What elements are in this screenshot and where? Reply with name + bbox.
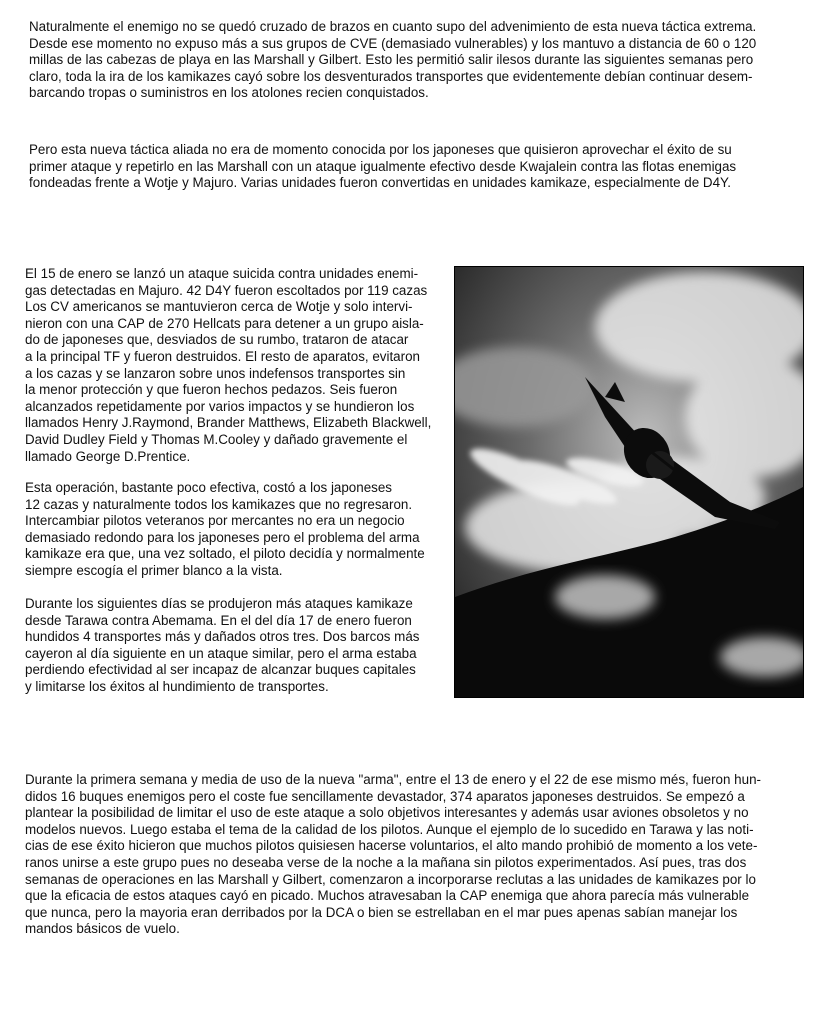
paragraph-operation-cost: Esta operación, bastante poco efectiva, costó a los japoneses 12 cazas y naturalmente todos los kamikazes que no regresaron. Intercambiar pilotos veteranos por mercantes no era un negocio demasiado redondo para los japoneses pero el problema del arma kamikaze era que, una vez soltado, el piloto decidía y normalmente siempre escogía el primer blanco a la vista.: [25, 480, 425, 578]
paragraph-japanese-plan: Pero esta nueva táctica aliada no era de momento conocida por los japoneses que quisieron aprovechar el éxito de su primer ataque y repetirlo en las Marshall con un ataque igualmente efectivo desde Kwajalein contra las flotas enemigas fondeadas frente a Wotje y Majuro. Varias unidades fueron convertidas en unidades kamikaze, especialmente de D4Y.: [29, 142, 737, 191]
kamikaze-aircraft-photo: [454, 266, 804, 698]
paragraph-conclusion: Durante la primera semana y media de uso de la nueva "arma", entre el 13 de enero y el 22 de ese mismo més, fueron hun- didos 16 buques enemigos pero el coste fue sencillamente devastador, 374 aparatos japoneses destruidos. Se empezó a plantear la posibilidad de limitar el uso de este ataque a solo objetivos interesantes y además usar aviones obsoletos y no modelos nuevos. Luego estaba el tema de la calidad de los pilotos. Aunque el ejemplo de lo sucedido en Tarawa y las noti- cias de ese éxito hicieron que muchos pilotos quisiesen hacerse voluntarios, el alto mando prohibió de momento a los vete- ranos unirse a este grupo pues no deseaba verse de la noche a la mañana sin pilotos experimentados. Así pues, tras dos semanas de operaciones en las Marshall y Gilbert, comenzaron a incorporarse reclutas a las unidades de kamikazes por lo que la eficacia de estos ataques cayó en picado. Muchos atravesaban la CAP enemiga que ahora parecía más vulnerable que nunca, pero la mayoria eran derribados por la DCA o bien se estrellaban en el mar pues apenas sabían manejar los mandos básicos de vuelo.: [25, 772, 761, 937]
paragraph-january-15-attack: El 15 de enero se lanzó un ataque suicida contra unidades enemi- gas detectadas en Majuro. 42 D4Y fueron escoltados por 119 cazas Los CV americanos se mantuvieron cerca de Wotje y solo intervi- nieron con una CAP de 270 Hellcats para detener a un grupo aisla- do de japoneses que, desviados de su rumbo, trataron de atacar a la principal TF y fueron destruidos. El resto de aparatos, evitaron a los cazas y se lanzaron sobre unos indefensos transportes sin la menor protección y que fueron hechos pedazos. Seis fueron alcanzados repetidamente por varios impactos y se hundieron los llamados Henry J.Raymond, Brander Matthews, Elizabeth Blackwell, David Dudley Field y Thomas M.Cooley y dañado gravemente el llamado George D.Prentice.: [25, 266, 432, 464]
paragraph-following-days: Durante los siguientes días se produjeron más ataques kamikaze desde Tarawa contra Abemama. En el del día 17 de enero fueron hundidos 4 transportes más y dañados otros tres. Dos barcos más cayeron al día siguiente en un ataque similar, pero el arma estaba perdiendo efectividad al ser incapaz de alcanzar buques capitales y limitarse los éxitos al hundimiento de transportes.: [25, 596, 420, 694]
paragraph-intro: Naturalmente el enemigo no se quedó cruzado de brazos en cuanto supo del advenimiento de esta nueva táctica extrema. Desde ese momento no expuso más a sus grupos de CVE (demasiado vulnerables) y los mantuvo a distancia de 60 o 120 millas de las cabezas de playa en las Marshall y Gilbert. Esto les permitió salir ilesos durante las siguientes semanas pero claro, toda la ira de los kamikazes cayó sobre los desventurados transportes que evidentemente debían continuar desem- barcando tropas o suministros en los atolones recien conquistados.: [29, 19, 757, 101]
diving-aircraft-photo-icon: [455, 267, 803, 697]
